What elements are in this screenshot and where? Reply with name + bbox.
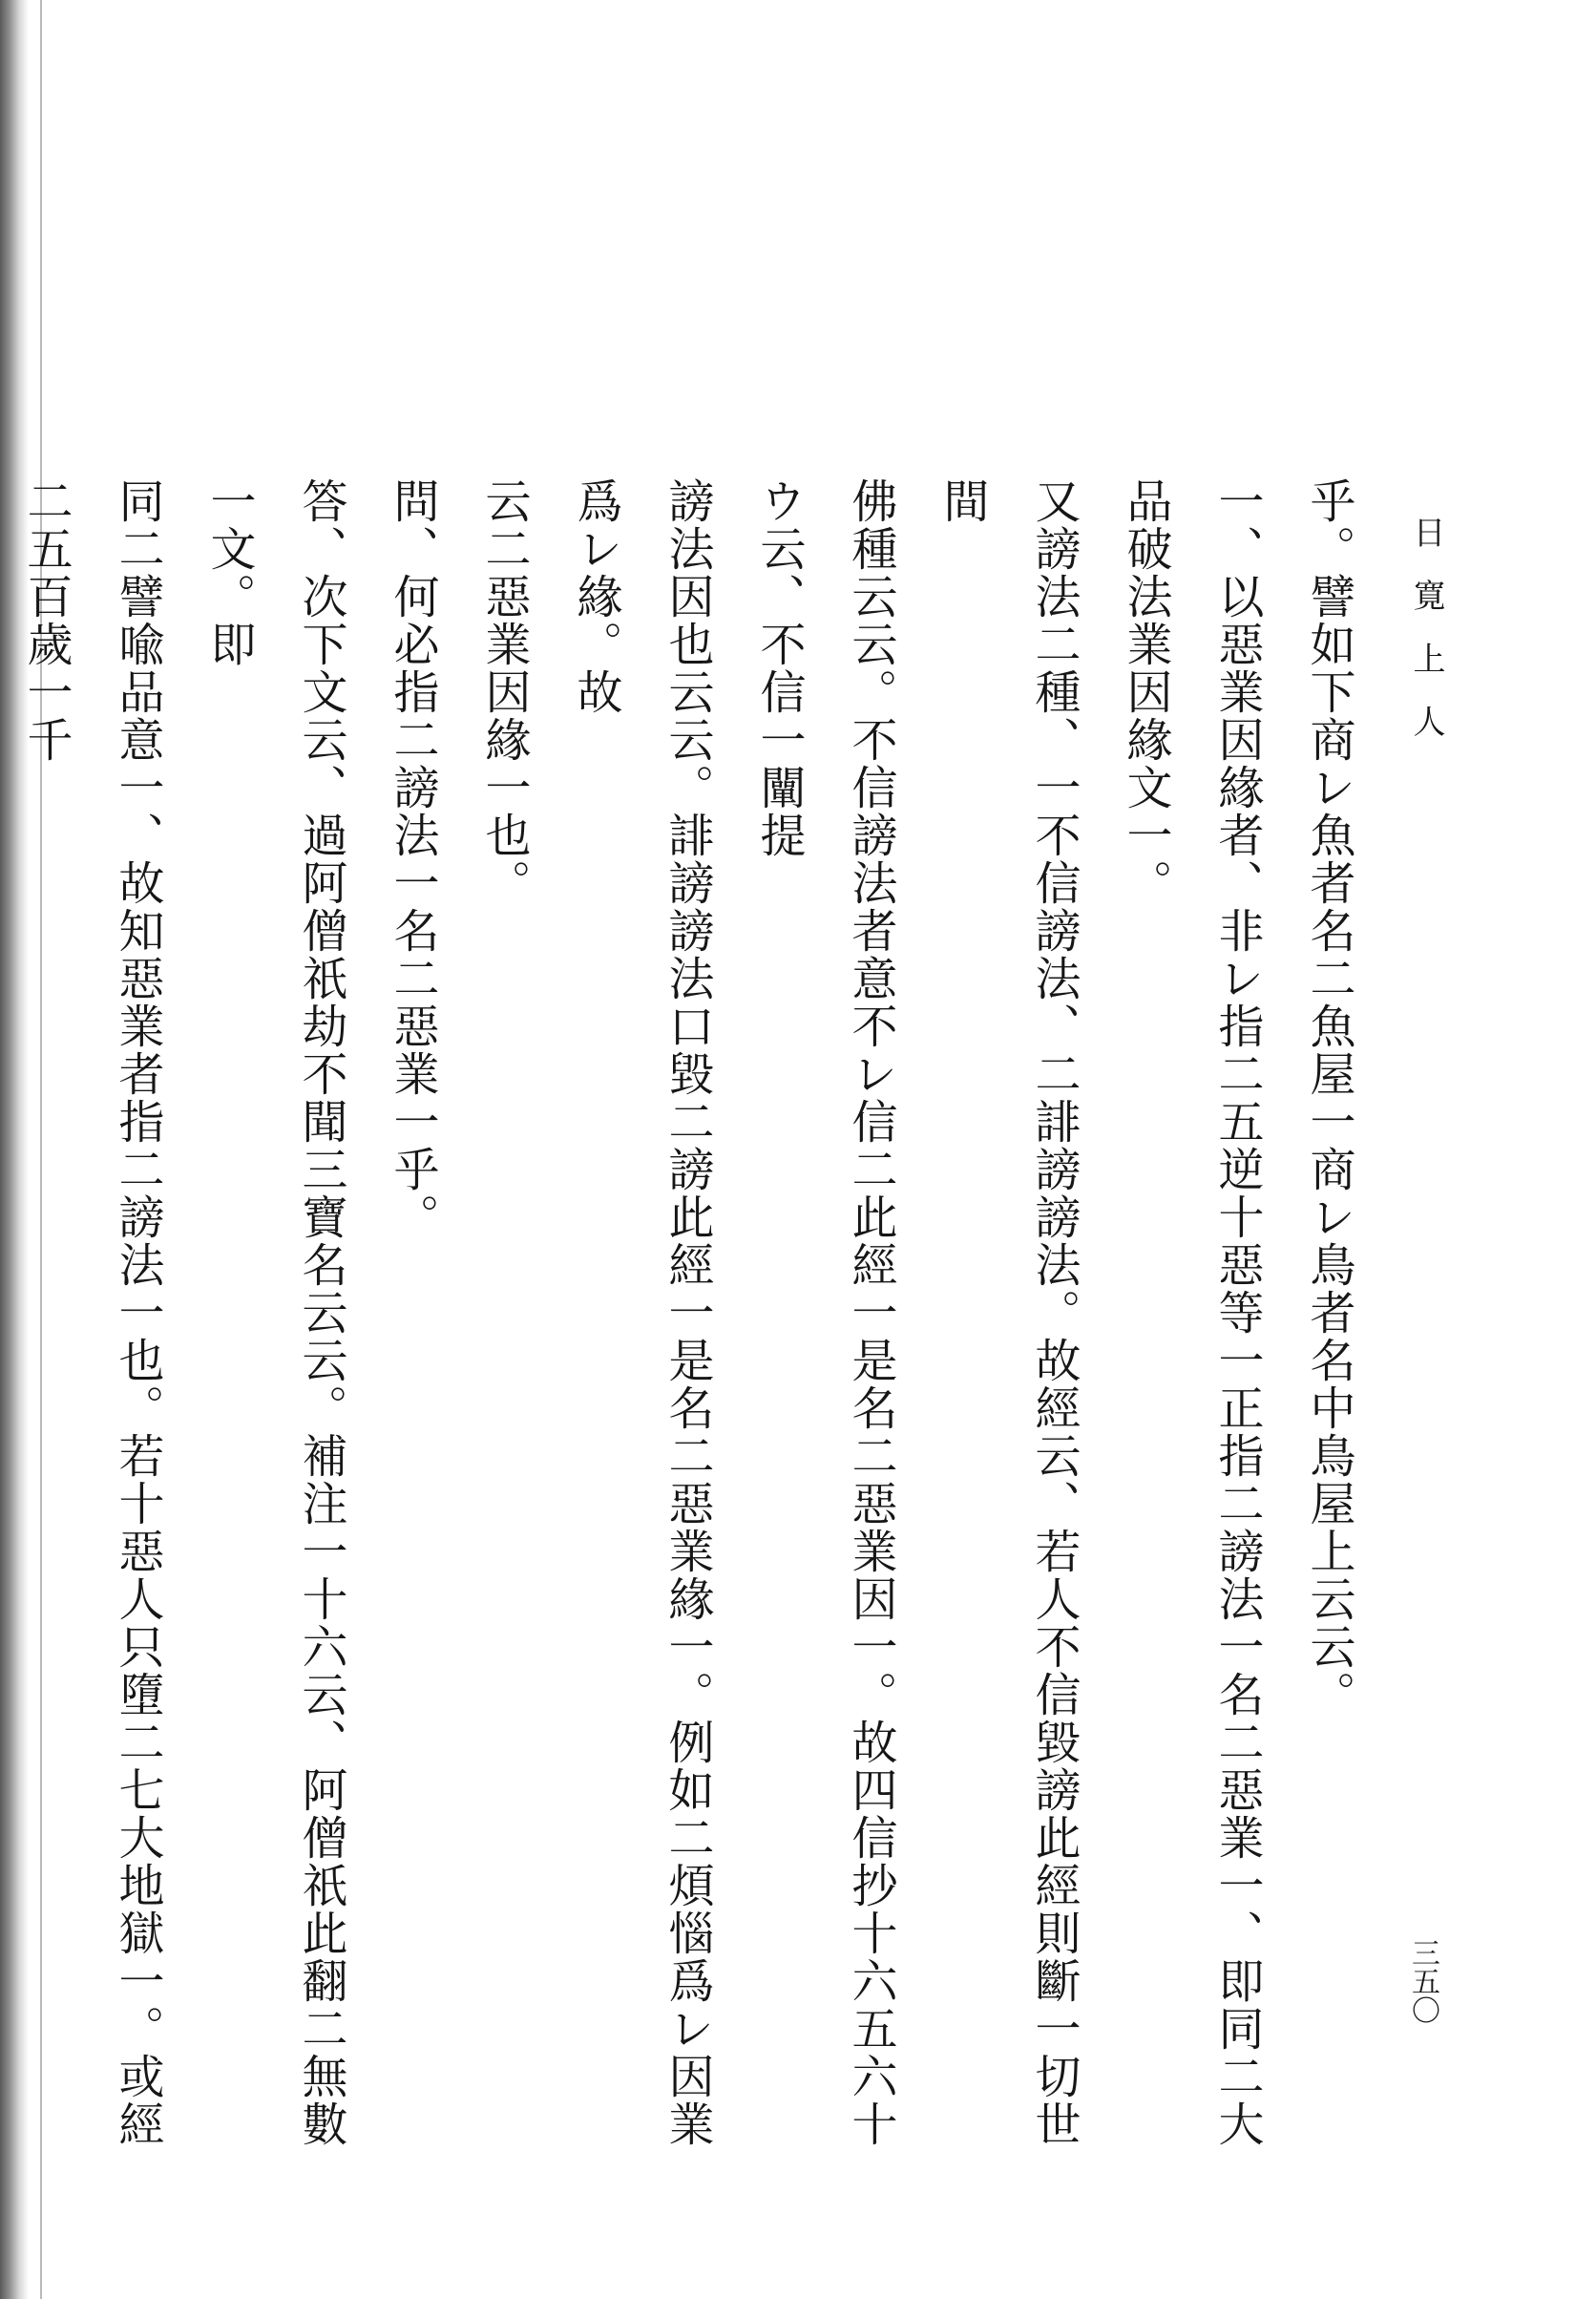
running-title: 日寛上人 [1407, 516, 1445, 768]
text-column: 問、何必指二謗法一名二惡業一乎。 [386, 477, 439, 1241]
text-column: 佛種云云。不信謗法者意不レ信二此經一是名二惡業因一。故四信抄十六五六十ウ云、不信一闡提 [752, 477, 897, 2148]
text-column: 又謗法二種、一不信謗法、二誹謗謗法。故經云、若人不信毀謗此經則斷一切世間 [935, 477, 1081, 2148]
text-column: 云二惡業因緣一也。 [477, 477, 531, 907]
text-column: 答、次下文云、過阿僧祇劫不聞三寶名云云。補注一十六云、阿僧祇此翻二無數一文。即 [202, 477, 347, 2148]
text-column: 乎。譬如下商レ魚者名二魚屋一商レ鳥者名中鳥屋上云云。 [1302, 477, 1355, 1719]
text-column: 一、以惡業因緣者、非レ指二五逆十惡等一正指二謗法一名二惡業一、即同二大品破法業因緣文一。 [1119, 477, 1264, 2148]
vertical-text-block [19, 477, 1375, 2177]
text-column: 謗法因也云云。誹謗謗法口毀二謗此經一是名二惡業緣一。例如二煩惱爲レ因業爲レ緣。故 [569, 477, 714, 2148]
page-number: 三五〇 [1406, 1938, 1439, 2024]
text-column: 同二譬喩品意一、故知惡業者指二謗法一也。若十惡人只墮二七大地獄一。或經二五百歲一千 [19, 477, 164, 2148]
